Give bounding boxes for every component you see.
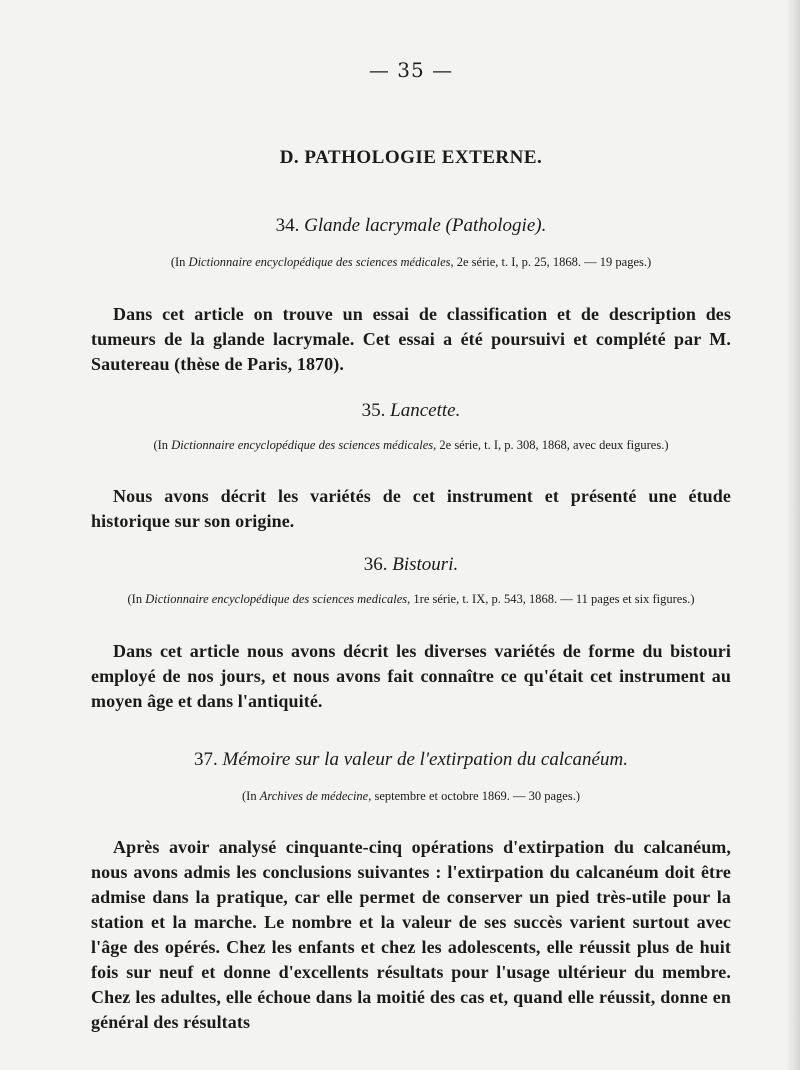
paragraph-text: Dans cet article nous avons décrit les diverses variétés de forme du bistouri employé de nos jours, et nous avons fait connaître ce qu'était cet instrument au moyen âge et dans l'antiquité. (91, 641, 731, 711)
citation-details: , 2e série, t. I, p. 308, 1868, avec deux figures.) (433, 438, 669, 452)
citation-prefix: (In (170, 255, 189, 269)
citation-details: , septembre et octobre 1869. — 30 pages.) (368, 789, 580, 803)
citation-source: Dictionnaire encyclopédique des sciences médicales (171, 438, 434, 452)
entry-title-text: Bistouri. (392, 554, 459, 575)
citation-prefix: (In (127, 592, 146, 606)
paragraph-36 (91, 639, 731, 714)
citation-details: , 2e série, t. I, p. 25, 1868. — 19 pages.) (450, 255, 652, 269)
paragraph-35 (91, 484, 731, 534)
citation-36 (91, 592, 731, 607)
citation-prefix: (In (153, 438, 172, 452)
entry-title-35 (91, 400, 731, 422)
entry-title-text: Glande lacrymale (Pathologie). (304, 215, 547, 236)
paragraph-text: Dans cet article on trouve un essai de classification et de description des tumeurs de la glande lacrymale. Cet essai a été poursuivi et complété par M. Sautereau (thèse de Paris, 1870). (91, 304, 731, 374)
entry-number: 36. (363, 554, 388, 575)
citation-37 (91, 789, 731, 804)
citation-34 (91, 255, 731, 270)
citation-source: Dictionnaire encyclopédique des sciences medicales (145, 592, 408, 606)
entry-number: 35. (361, 400, 386, 421)
section-heading: D. PATHOLOGIE EXTERNE. (279, 147, 543, 168)
entry-title-text: Lancette. (390, 400, 461, 421)
page-edge-shadow (786, 0, 800, 1070)
paragraph-text: Nous avons décrit les variétés de cet instrument et présenté une étude historique sur son origine. (91, 486, 731, 531)
entry-title-34 (91, 215, 731, 237)
page-number: — 35 — (368, 58, 454, 82)
paragraph-37 (91, 835, 731, 1035)
entry-title-36 (91, 554, 731, 576)
entry-title-text: Mémoire sur la valeur de l'extirpation du calcanéum. (222, 749, 628, 770)
entry-number: 37. (194, 749, 218, 770)
paragraph-34 (91, 302, 731, 377)
citation-source: Archives de médecine (259, 789, 369, 803)
entry-title-37 (91, 749, 731, 771)
citation-35 (91, 438, 731, 453)
entry-number: 34. (275, 215, 300, 236)
citation-details: , 1re série, t. IX, p. 543, 1868. — 11 pages et six figures.) (407, 592, 695, 606)
citation-source: Dictionnaire encyclopédique des sciences médicales (188, 255, 451, 269)
citation-prefix: (In (242, 789, 260, 803)
paragraph-text: Après avoir analysé cinquante-cinq opérations d'extirpation du calcanéum, nous avons admis les conclusions suivantes : l'extirpation du calcanéum doit être admise dans la pratique, car elle permet de conserver un pied très-utile pour la station et la marche. Le nombre et la valeur de ses succès varient surtout avec l'âge des opérés. Chez les enfants et chez les adolescents, elle réussit plus de huit fois sur neuf et donne d'excellents résultats pour l'usage ultérieur du membre. Chez les adultes, elle échoue dans la moitié des cas et, quand elle réussit, donne en général des résultats (91, 837, 731, 1032)
